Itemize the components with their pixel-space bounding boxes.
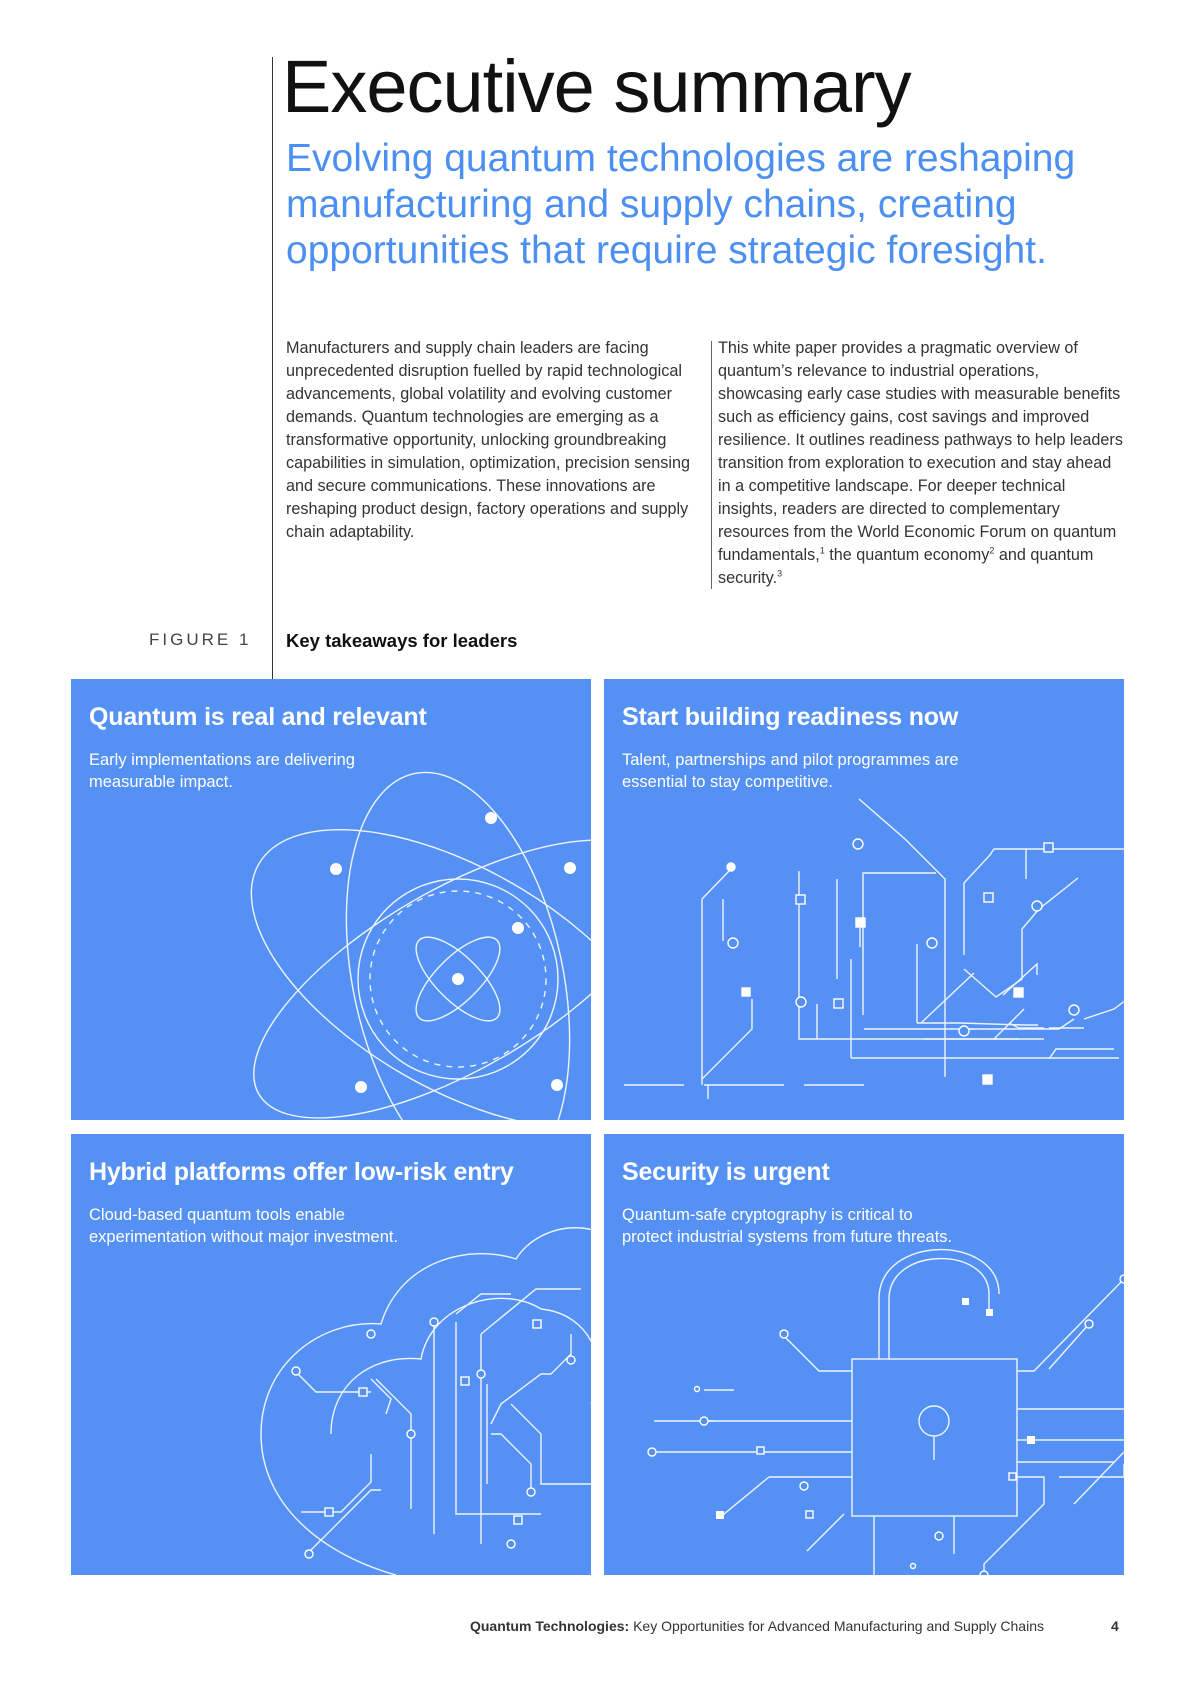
card-text: Talent, partnerships and pilot programmes are essential to stay competitive. — [622, 751, 959, 791]
page-title: Executive summary — [282, 45, 911, 128]
padlock-circuit-icon — [604, 1134, 1124, 1575]
card-quantum-real — [71, 679, 591, 1120]
footer-text: Key Opportunities for Advanced Manufacturing and Supply Chains — [629, 1618, 1044, 1634]
footnote-ref-2[interactable]: 2 — [989, 545, 995, 556]
overview-text-2: the quantum economy — [824, 546, 990, 564]
intro-paragraph: Manufacturers and supply chain leaders are facing unprecedented disruption fuelled by rapid technological advancements, global volatility and evolving customer demands. Quantum technologies are emerging as a transformative opportunity, unlocking groundbreaking capabilities in simulation, optimization, precision sensing and secure communications. These innovations are reshaping product design, factory operations and supply chain adaptability. — [286, 339, 690, 541]
page-subtitle: Evolving quantum technologies are reshaping manufacturing and supply chains, creating opportunities that require strategic foresight. — [286, 137, 1076, 272]
overview-text-3: and quantum security. — [718, 546, 1094, 587]
overview-paragraph — [718, 337, 1128, 590]
circuit-icon — [604, 679, 1124, 1120]
card-text: Quantum-safe cryptography is critical to protect industrial systems from future threats. — [622, 1206, 953, 1246]
card-hybrid-platforms — [71, 1134, 591, 1575]
card-title: Start building readiness now — [622, 703, 959, 731]
footnote-ref-3[interactable]: 3 — [777, 568, 783, 579]
figure-title: Key takeaways for leaders — [286, 630, 518, 651]
card-start-readiness — [604, 679, 1124, 1120]
overview-text: This white paper provides a pragmatic overview of quantum’s relevance to industrial operations, showcasing early case studies with measurable benefits such as efficiency gains, cost savings and improved resilience. It outlines readiness pathways to help leaders transition from exploration to execution and stay ahead in a competitive landscape. For deeper technical insights, readers are directed to complementary resources from the World Economic Forum on quantum fundamentals, — [718, 339, 1123, 564]
footnote-ref-1[interactable]: 1 — [819, 545, 825, 556]
card-title: Quantum is real and relevant — [89, 703, 427, 731]
atom-icon — [71, 679, 591, 1120]
footer-running-title — [470, 1618, 1044, 1634]
footer-bold: Quantum Technologies: — [469, 1618, 630, 1634]
card-title: Hybrid platforms offer low-risk entry — [89, 1158, 514, 1186]
header-divider-line — [272, 57, 273, 680]
card-text: Cloud-based quantum tools enable experimentation without major investment. — [89, 1206, 399, 1246]
page-number: 4 — [1111, 1618, 1119, 1634]
cloud-circuit-icon — [71, 1134, 591, 1575]
column-divider — [711, 341, 712, 589]
card-text: Early implementations are delivering measurable impact. — [89, 751, 355, 791]
card-title: Security is urgent — [622, 1158, 830, 1186]
figure-label: FIGURE 1 — [149, 630, 252, 649]
card-security-urgent — [604, 1134, 1124, 1575]
